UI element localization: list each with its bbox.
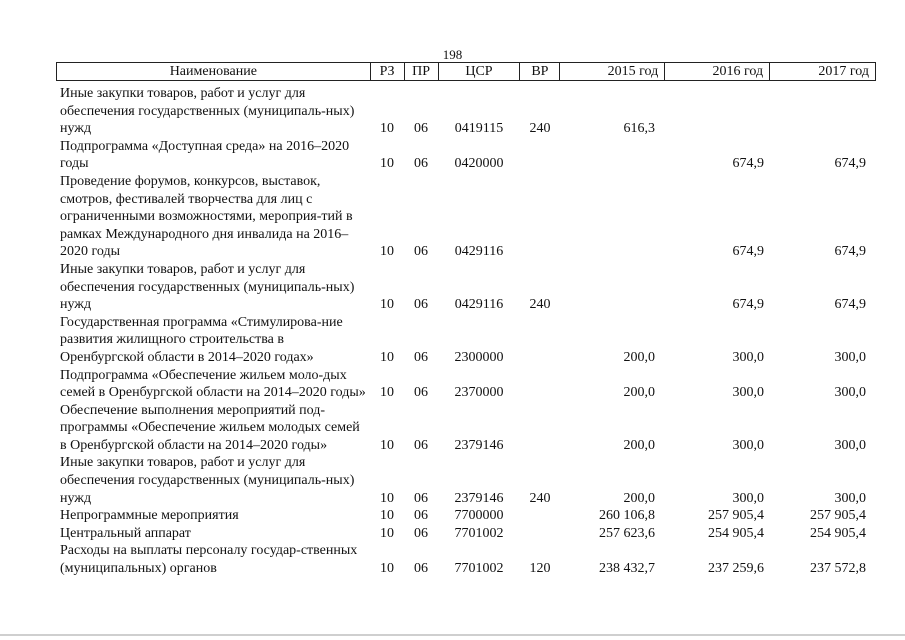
row-csr: 2379146: [454, 437, 504, 453]
header-vr: ВР: [520, 63, 560, 80]
row-name: Подпрограмма «Доступная среда» на 2016–2020 годы: [60, 138, 350, 172]
row-2016: 237 259,6: [708, 561, 764, 577]
table-row: [60, 138, 876, 173]
row-2015: 616,3: [623, 121, 655, 137]
row-2016: 300,0: [732, 349, 764, 365]
row-vr: 120: [529, 561, 551, 577]
row-2016: 300,0: [732, 490, 764, 506]
header-csr: ЦСР: [439, 63, 521, 80]
row-name: Проведение форумов, конкурсов, выставок, смотров, фестивалей творчества для лиц с ограниченными возможностями, мероприя-тий в рамках Международного дня инвалида на 2016–2020 годы: [60, 173, 353, 260]
row-2017: 674,9: [834, 156, 866, 172]
row-name: Обеспечение выполнения мероприятий под-программы «Обеспечение жильем молодых семей в Оренбургской области на 2014–2020 годы»: [60, 402, 360, 453]
row-rz: 10: [380, 508, 394, 524]
row-pr: 06: [414, 349, 428, 365]
row-2017: 237 572,8: [810, 561, 866, 577]
row-csr: 7700000: [454, 508, 504, 524]
row-rz: 10: [380, 121, 394, 137]
row-name: Иные закупки товаров, работ и услуг для обеспечения государственных (муниципаль-ных) нужд: [60, 261, 355, 313]
header-pr: ПР: [405, 63, 439, 80]
header-name: Наименование: [57, 63, 371, 80]
row-2017: 300,0: [834, 385, 866, 401]
row-pr: 06: [414, 490, 428, 506]
row-csr: 7701002: [454, 561, 504, 577]
table-row: [60, 367, 876, 402]
row-2016: 300,0: [732, 385, 764, 401]
row-2015: 200,0: [623, 437, 655, 453]
row-vr: 240: [529, 297, 551, 313]
table-row: [60, 173, 876, 261]
row-2016: 257 905,4: [708, 508, 764, 524]
row-2017: 257 905,4: [810, 508, 866, 524]
row-pr: 06: [414, 508, 428, 524]
header-2017: 2017 год: [818, 64, 869, 79]
row-rz: 10: [380, 385, 394, 401]
row-2017: 674,9: [834, 244, 866, 260]
row-2015: 260 106,8: [599, 508, 655, 524]
row-2016: 674,9: [732, 156, 764, 172]
row-2017: 300,0: [834, 490, 866, 506]
row-rz: 10: [380, 525, 394, 541]
table-header: [56, 62, 876, 81]
header-2015: 2015 год: [560, 63, 665, 80]
row-2015: 257 623,6: [599, 525, 655, 541]
scan-edge: [0, 634, 905, 636]
row-pr: 06: [414, 561, 428, 577]
row-rz: 10: [380, 297, 394, 313]
row-2016: 254 905,4: [708, 525, 764, 541]
row-rz: 10: [380, 561, 394, 577]
row-csr: 0429116: [454, 244, 504, 260]
row-vr: 240: [529, 121, 551, 137]
row-csr: 0429116: [454, 297, 504, 313]
row-pr: 06: [414, 525, 428, 541]
row-2017: 300,0: [834, 437, 866, 453]
row-name: Государственная программа «Стимулирова-ние развития жилищного строительства в Оренбургской области в 2014–2020 годах»: [60, 314, 343, 365]
header-2016: 2016 год: [665, 63, 770, 80]
row-csr: 0420000: [454, 156, 504, 172]
row-2017: 300,0: [834, 349, 866, 365]
row-rz: 10: [380, 437, 394, 453]
row-rz: 10: [380, 490, 394, 506]
table-body: [60, 85, 876, 578]
row-csr: 7701002: [454, 525, 504, 541]
row-csr: 0419115: [454, 121, 504, 137]
table-row: [60, 402, 876, 455]
table-row: [60, 507, 876, 525]
row-2016: 674,9: [732, 244, 764, 260]
row-pr: 06: [414, 156, 428, 172]
row-csr: 2370000: [454, 385, 504, 401]
row-vr: 240: [529, 490, 551, 506]
table-row: [60, 525, 876, 543]
header-rz: РЗ: [371, 63, 405, 80]
row-name: Иные закупки товаров, работ и услуг для обеспечения государственных (муниципаль-ных) нужд: [60, 455, 355, 506]
row-name: Подпрограмма «Обеспечение жильем моло-дых семей в Оренбургской области на 2014–2020 годы»: [60, 367, 366, 401]
row-name: Центральный аппарат: [60, 525, 191, 541]
row-2015: 200,0: [623, 385, 655, 401]
row-pr: 06: [414, 121, 428, 137]
row-pr: 06: [414, 244, 428, 260]
row-pr: 06: [414, 297, 428, 313]
row-name: Расходы на выплаты персоналу государ-ственных (муниципальных) органов: [60, 543, 358, 577]
row-name: Иные закупки товаров, работ и услуг для обеспечения государственных (муниципаль-ных) нужд: [60, 86, 355, 137]
page-number: 198: [442, 47, 463, 62]
row-2016: 674,9: [732, 297, 764, 313]
table-row: [60, 542, 876, 577]
table-row: [60, 314, 876, 367]
row-pr: 06: [414, 437, 428, 453]
row-csr: 2300000: [454, 349, 504, 365]
row-2017: 674,9: [834, 297, 866, 313]
row-2015: 238 432,7: [599, 561, 655, 577]
table-row: [60, 454, 876, 507]
row-2017: 254 905,4: [810, 525, 866, 541]
row-rz: 10: [380, 349, 394, 365]
row-2016: 300,0: [732, 437, 764, 453]
table-row: [60, 85, 876, 138]
row-rz: 10: [380, 156, 394, 172]
row-rz: 10: [380, 244, 394, 260]
row-csr: 2379146: [454, 490, 504, 506]
row-2015: 200,0: [623, 490, 655, 506]
row-pr: 06: [414, 385, 428, 401]
table-row: [60, 261, 876, 314]
row-2015: 200,0: [623, 349, 655, 365]
row-name: Непрограммные мероприятия: [60, 508, 239, 524]
